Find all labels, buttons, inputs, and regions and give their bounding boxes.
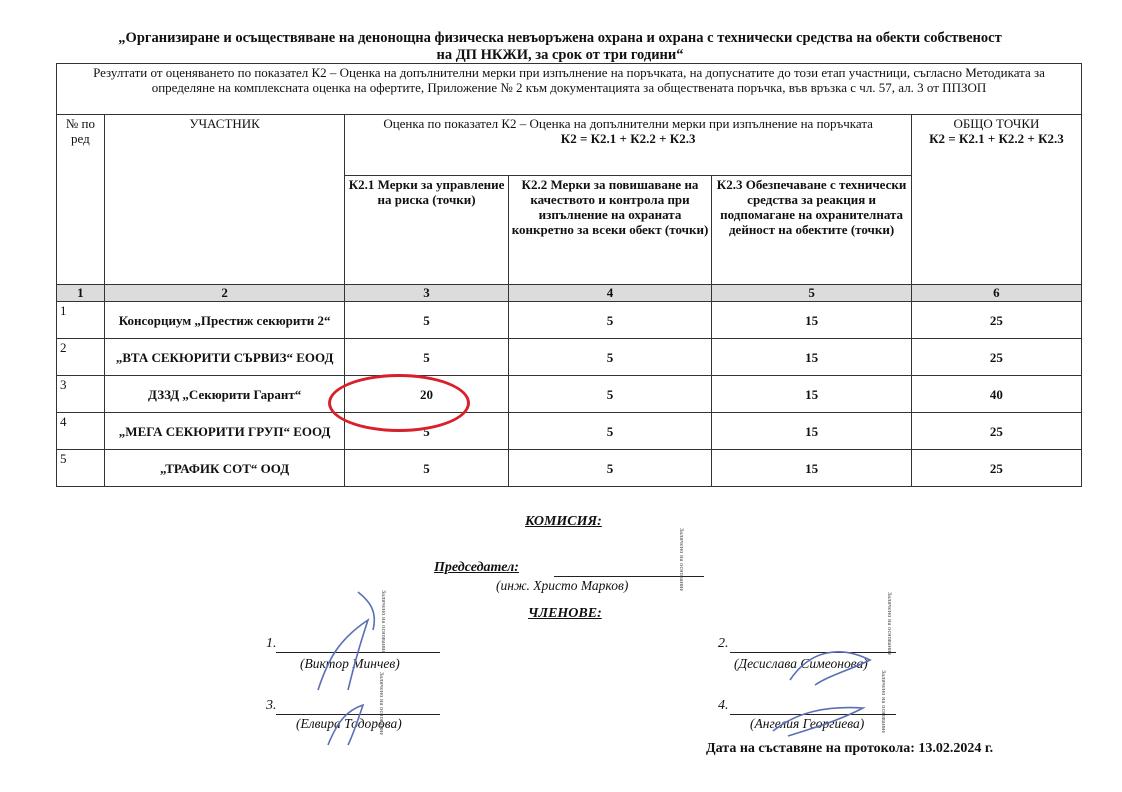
- row-k23: 15: [712, 339, 912, 376]
- row-total: 40: [911, 376, 1081, 413]
- row-k21: 5: [345, 339, 508, 376]
- row-participant: „ВТА СЕКЮРИТИ СЪРВИЗ“ ЕООД: [104, 339, 345, 376]
- row-k23: 15: [712, 302, 912, 339]
- row-no: 3: [57, 376, 105, 413]
- row-total: 25: [911, 302, 1081, 339]
- chairman-name: (инж. Христо Марков): [496, 578, 629, 593]
- redaction-stamp: Заличено на основание: [880, 670, 886, 734]
- row-participant: ДЗЗД „Секюрити Гарант“: [104, 376, 345, 413]
- header-k2: [345, 115, 911, 176]
- row-no: 1: [57, 302, 105, 339]
- redaction-stamp: Заличено на основание: [380, 590, 386, 654]
- redaction-stamp: Заличено на основание: [678, 528, 684, 592]
- row-total: 25: [911, 450, 1081, 487]
- row-no: 2: [57, 339, 105, 376]
- row-k22: 5: [508, 339, 712, 376]
- results-table: [56, 63, 1082, 487]
- row-k23: 15: [712, 413, 912, 450]
- highlight-circle: [328, 374, 470, 432]
- member-number: 4.: [718, 698, 729, 713]
- signature-mark: [298, 580, 438, 700]
- table-row: [57, 376, 1082, 413]
- row-total: 25: [911, 339, 1081, 376]
- row-no: 4: [57, 413, 105, 450]
- row-k22: 5: [508, 413, 712, 450]
- row-k21: 5: [345, 450, 508, 487]
- redaction-stamp: Заличено на основание: [886, 592, 892, 656]
- row-participant: Консорциум „Престиж секюрити 2“: [104, 302, 345, 339]
- signature-mark: [768, 696, 878, 746]
- row-k21: 5: [345, 302, 508, 339]
- member-number: 2.: [718, 636, 729, 651]
- member-name: (Виктор Минчев): [300, 656, 400, 671]
- row-participant: „ТРАФИК СОТ“ ООД: [104, 450, 345, 487]
- chairman-label: Председател:: [434, 560, 519, 575]
- member-name: (Десислава Симеонова): [734, 656, 868, 671]
- header-k23: К2.3 Обезпечаване с технически средства за реакция и подпомагане на охранителната дейност на обектите (точки): [712, 176, 912, 285]
- header-total-formula: К2 = К2.1 + К2.2 + К2.3: [929, 131, 1064, 146]
- row-no: 5: [57, 450, 105, 487]
- header-k2-formula: К2 = К2.1 + К2.2 + К2.3: [560, 131, 696, 146]
- header-k21: К2.1 Мерки за управление на риска (точки): [345, 176, 508, 285]
- table-row: [57, 339, 1082, 376]
- protocol-date: Дата на съставяне на протокола: 13.02.2024 г.: [706, 741, 994, 756]
- column-number: 6: [911, 285, 1081, 302]
- table-row: [57, 413, 1082, 450]
- column-number: 4: [508, 285, 712, 302]
- header-participant: УЧАСТНИК: [104, 115, 345, 285]
- header-total: [911, 115, 1081, 285]
- row-k23: 15: [712, 450, 912, 487]
- column-number: 2: [104, 285, 345, 302]
- header-no: № по ред: [57, 115, 105, 285]
- row-k23: 15: [712, 376, 912, 413]
- row-k21: 20: [345, 376, 508, 413]
- header-total-title: ОБЩО ТОЧКИ: [953, 116, 1040, 131]
- table-row: [57, 450, 1082, 487]
- member-name: (Елвира Тодорова): [296, 716, 402, 731]
- column-number: 5: [712, 285, 912, 302]
- column-number: 3: [345, 285, 508, 302]
- row-participant: „МЕГА СЕКЮРИТИ ГРУП“ ЕООД: [104, 413, 345, 450]
- row-k21: 5: [345, 413, 508, 450]
- member-number: 3.: [266, 698, 277, 713]
- header-k22: К2.2 Мерки за повишаване на качеството и контрола при изпълнение на охраната конкретно за всеки обект (точки): [508, 176, 712, 285]
- intro-text: Резултати от оценяването по показател К2 – Оценка на допълнителни мерки при изпълнение на поръчката, на допуснатите до този етап участници, съгласно Методиката за определяне на комплексната оценка на офертите, Приложение № 2 към документацията за обществената поръчка, във връзка с чл. 57, ал. 3 от ППЗОП: [57, 64, 1082, 115]
- member-name: (Ангелия Георгиева): [750, 716, 865, 731]
- member-number: 1.: [266, 636, 277, 651]
- row-k22: 5: [508, 302, 712, 339]
- signature-mark: [318, 700, 378, 750]
- document-title: „Организиране и осъществяване на денонощна физическа невъоръжена охрана и охрана с технически средства на обекти собственост на ДП НКЖИ, за срок от три години“: [118, 30, 1002, 63]
- signature-mark: [780, 640, 890, 690]
- table-row: [57, 302, 1082, 339]
- redaction-stamp: Заличено на основание: [378, 672, 384, 736]
- row-k22: 5: [508, 376, 712, 413]
- members-heading: ЧЛЕНОВЕ:: [528, 606, 602, 621]
- column-number: 1: [57, 285, 105, 302]
- commission-heading: КОМИСИЯ:: [525, 514, 602, 529]
- row-k22: 5: [508, 450, 712, 487]
- row-total: 25: [911, 413, 1081, 450]
- header-k2-title: Оценка по показател К2 – Оценка на допълнителни мерки при изпълнение на поръчката: [383, 116, 873, 131]
